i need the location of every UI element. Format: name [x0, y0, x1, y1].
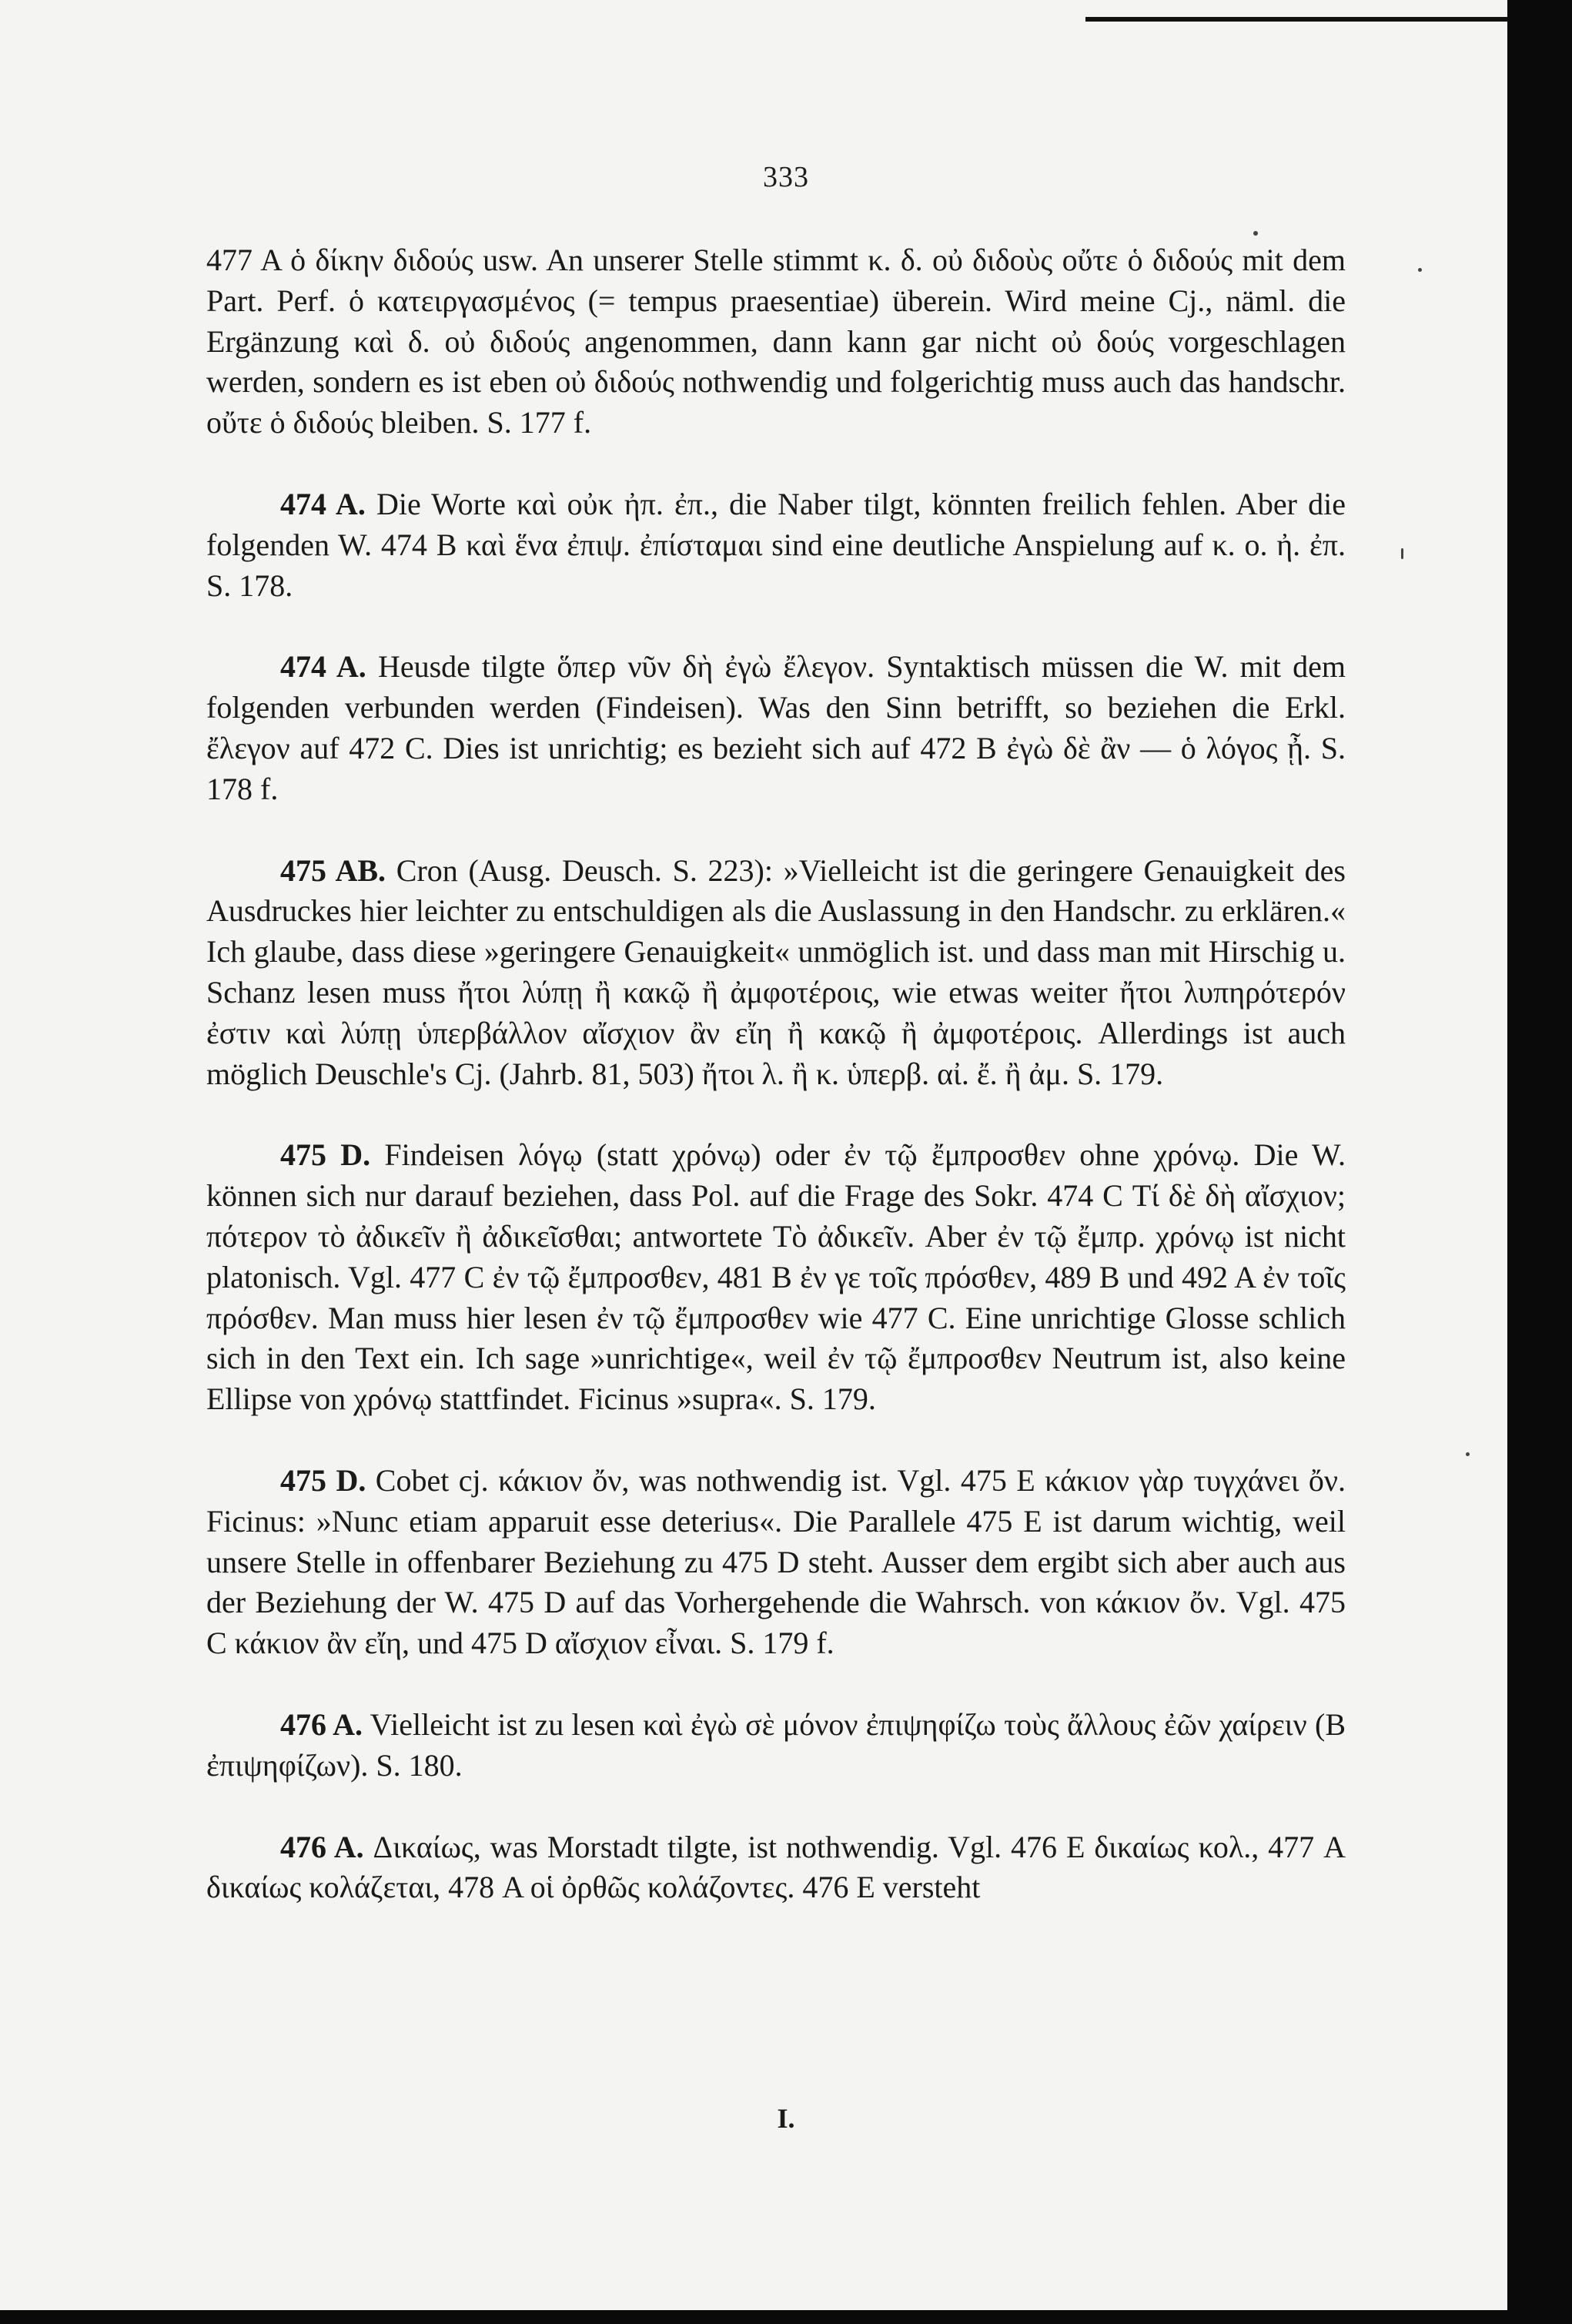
- paragraph-ref: 475 D.: [280, 1137, 371, 1173]
- scan-speck: [1401, 548, 1403, 559]
- paragraph-text: Cobet cj. κάκιον ὄν, was nothwendig ist. Vgl. 475 E κάκιον γὰρ τυγχάνει ὄν. Ficinus: »Nunc etiam apparuit esse deterius«. Die Parallele 475 E ist darum wichtig, weil unsere Stelle in offenbarer Beziehung zu 475 D steht. Ausser dem ergibt sich aber auch aus der Beziehung der W. 475 D auf das Vorhergehende die Wahrsch. von κάκιον ὄν. Vgl. 475 C κάκιον ἂν εἴη, und 475 D αἴσχιον εἶναι. S. 179 f.: [206, 1462, 1346, 1661]
- scan-speck: [1253, 231, 1258, 236]
- paragraph-ref: 476 A.: [280, 1706, 363, 1742]
- paragraph-text: 477 A ὁ δίκην διδούς usw. An unserer Stelle stimmt κ. δ. οὐ διδοὺς οὔτε ὁ διδούς mit dem Part. Perf. ὁ κατειργασμένος (= tempus praesentiae) überein. Wird meine Cj., näml. die Ergänzung καὶ δ. οὐ διδούς angenommen, dann kann gar nicht οὐ δούς vorgeschlagen werden, sondern es ist eben οὐ διδούς nothwendig und folgerichtig muss auch das handschr. οὔτε ὁ διδούς bleiben. S. 177 f.: [206, 243, 1346, 440]
- paragraph: [206, 1827, 1346, 1909]
- paragraph-text: Vielleicht ist zu lesen καὶ ἐγὼ σὲ μόνον ἐπιψηφίζω τοὺς ἄλλους ἐῶν χαίρειν (B ἐπιψηφίζων). S. 180.: [206, 1706, 1346, 1783]
- scan-speck: [1418, 268, 1422, 272]
- scan-edge-rule: [1085, 17, 1517, 22]
- paragraph-text: Δικαίως, was Morstadt tilgte, ist nothwendig. Vgl. 476 E δικαίως κολ., 477 A δικαίως κολάζεται, 478 A οἱ ὀρθῶς κολάζοντες. 476 E versteht: [206, 1829, 1346, 1905]
- paragraph-text: Findeisen λόγῳ (statt χρόνῳ) oder ἐν τῷ ἔμπροσθεν ohne χρόνῳ. Die W. können sich nur darauf beziehen, dass Pol. auf die Frage des Sokr. 474 C Τί δὲ δὴ αἴσχιον; πότερον τὸ ἀδικεῖν ἢ ἀδικεῖσθαι; antwortete Τὸ ἀδικεῖν. Aber ἐν τῷ ἔμπρ. χρόνῳ ist nicht platonisch. Vgl. 477 C ἐν τῷ ἔμπροσθεν, 481 B ἐν γε τοῖς πρόσθεν, 489 B und 492 A ἐν τοῖς πρόσθεν. Man muss hier lesen ἐν τῷ ἔμπροσθεν wie 477 C. Eine unrichtige Glosse schlich sich in den Text ein. Ich sage »unrichtige«, weil ἐν τῷ ἔμπροσθεν Neutrum ist, also keine Ellipse von χρόνῳ stattfindet. Ficinus »supra«. S. 179.: [206, 1137, 1346, 1417]
- paragraph: [206, 240, 1346, 444]
- paragraph-ref: 474 A.: [280, 486, 366, 521]
- paragraph: [206, 851, 1346, 1095]
- paragraph: [206, 1135, 1346, 1420]
- paragraph-ref: 475 AB.: [280, 852, 386, 888]
- paragraph: [206, 1705, 1346, 1787]
- paragraph: [206, 647, 1346, 809]
- paragraph-text: Cron (Ausg. Deusch. S. 223): »Vielleicht ist die geringere Genauigkeit des Ausdruckes hier leichter zu entschuldigen als die Auslassung in den Handschr. zu erklären.« Ich glaube, dass diese »geringere Genauigkeit« unmöglich ist. und dass man mit Hirschig u. Schanz lesen muss ἤτοι λύπῃ ἢ κακῷ ἢ ἀμφοτέροις, wie etwas weiter ἤτοι λυπηρότερόν ἐστιν καὶ λύπῃ ὑπερβάλλον αἴσχιον ἂν εἴη ἢ κακῷ ἢ ἀμφοτέροις. Allerdings ist auch möglich Deuschle's Cj. (Jahrb. 81, 503) ἤτοι λ. ἢ κ. ὑπερβ. αἰ. ἔ. ἢ ἀμ. S. 179.: [206, 852, 1346, 1091]
- body-text: [206, 240, 1346, 1908]
- page-number: 333: [763, 161, 809, 193]
- paragraph-text: Heusde tilgte ὅπερ νῦν δὴ ἐγὼ ἔλεγον. Syntaktisch müssen die W. mit dem folgenden verbunden werden (Findeisen). Was den Sinn betrifft, so beziehen die Erkl. ἔλεγον auf 472 C. Dies ist unrichtig; es bezieht sich auf 472 B ἐγὼ δὲ ἂν — ὁ λόγος ᾖ. S. 178 f.: [206, 649, 1346, 806]
- paragraph-text: Die Worte καὶ οὐκ ἠπ. ἐπ., die Naber tilgt, könnten freilich fehlen. Aber die folgenden W. 474 B καὶ ἕνα ἐπιψ. ἐπίσταμαι sind eine deutliche Anspielung auf κ. ο. ἠ. ἐπ. S. 178.: [206, 486, 1346, 603]
- paragraph: [206, 484, 1346, 606]
- paragraph-ref: 476 A.: [280, 1829, 364, 1864]
- paragraph: [206, 1461, 1346, 1664]
- signature-mark: I.: [777, 2103, 795, 2134]
- scan-border: [1507, 0, 1572, 2324]
- paragraph-ref: 475 D.: [280, 1462, 366, 1498]
- scan-speck: [1466, 1452, 1470, 1456]
- paragraph-ref: 474 A.: [280, 649, 366, 685]
